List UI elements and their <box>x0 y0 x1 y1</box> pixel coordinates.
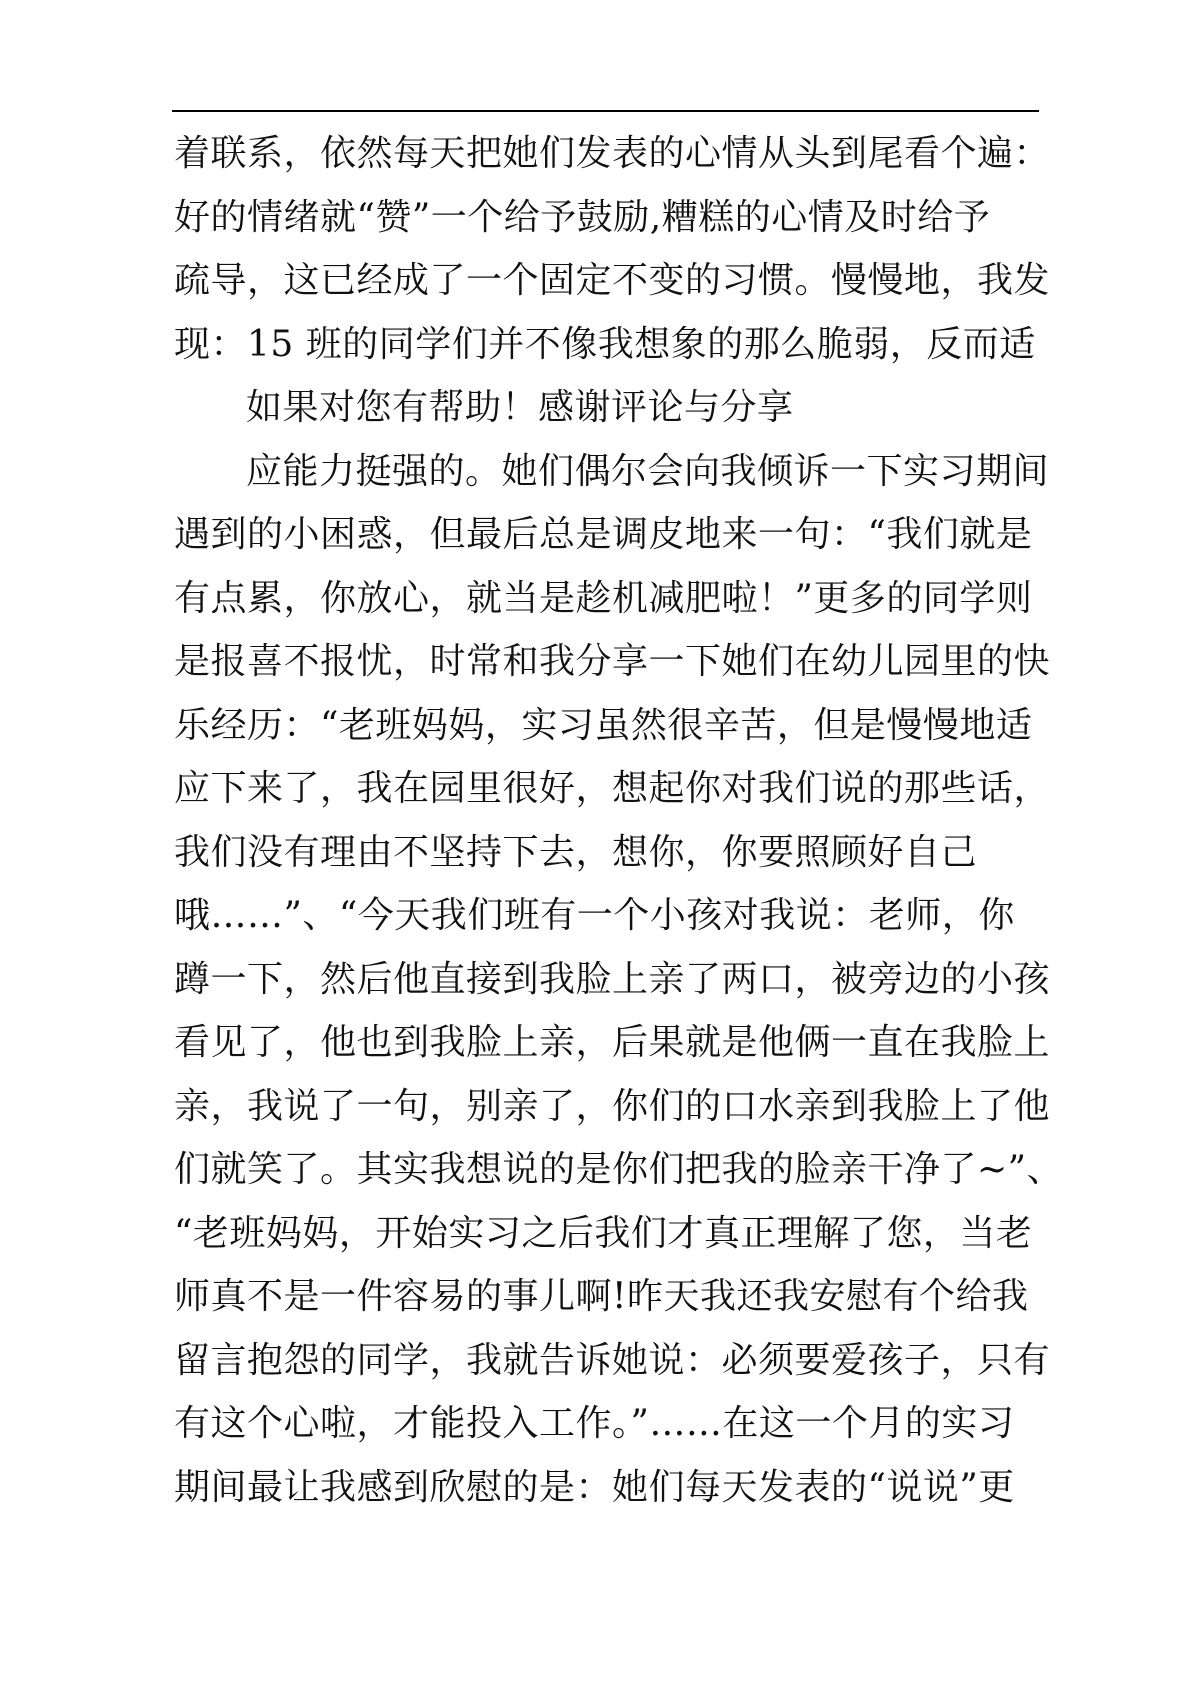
text-line: 亲，我说了一句，别亲了，你们的口水亲到我脸上了他 <box>174 1085 1051 1127</box>
text-line: 好的情绪就“赞”一个给予鼓励,糟糕的心情及时给予 <box>174 196 991 238</box>
text-line: “老班妈妈，开始实习之后我们才真正理解了您，当老 <box>174 1212 1033 1254</box>
text-line: 应能力挺强的。她们偶尔会向我倾诉一下实习期间 <box>246 450 1050 492</box>
body-text <box>174 122 1064 1519</box>
text-line: 有这个心啦，才能投入工作。”……在这一个月的实习 <box>174 1403 1015 1444</box>
text-line: 哦……”、“今天我们班有一个小孩对我说：老师，你 <box>174 895 1015 936</box>
header-rule <box>172 110 1039 112</box>
text-line: 现：15 班的同学们并不像我想象的那么脆弱，反而适 <box>174 323 1036 365</box>
text-line: 遇到的小困惑，但最后总是调皮地来一句：“我们就是 <box>174 514 1033 555</box>
text-line: 看见了，他也到我脸上亲，后果就是他俩一直在我脸上 <box>174 1022 1051 1063</box>
text-line: 蹲一下，然后他直接到我脸上亲了两口，被旁边的小孩 <box>174 958 1051 1000</box>
text-line: 是报喜不报忧，时常和我分享一下她们在幼儿园里的快 <box>174 641 1051 682</box>
text-line: 们就笑了。其实我想说的是你们把我的脸亲干净了~”、 <box>174 1149 1064 1190</box>
text-line: 留言抱怨的同学，我就告诉她说：必须要爱孩子，只有 <box>174 1339 1051 1381</box>
text-line: 师真不是一件容易的事儿啊!昨天我还我安慰有个给我 <box>174 1276 1029 1317</box>
text-line: 着联系，依然每天把她们发表的心情从头到尾看个遍： <box>174 133 1051 174</box>
text-line: 期间最让我感到欣慰的是：她们每天发表的“说说”更 <box>174 1466 1015 1508</box>
text-line: 疏导，这已经成了一个固定不变的习惯。慢慢地，我发 <box>174 260 1051 301</box>
text-line: 有点累，你放心，就当是趁机减肥啦！”更多的同学则 <box>174 577 1033 619</box>
text-line: 乐经历：“老班妈妈，实习虽然很辛苦，但是慢慢地适 <box>174 704 1033 746</box>
text-line: 我们没有理由不坚持下去，想你，你要照顾好自己 <box>174 831 978 873</box>
text-line: 应下来了，我在园里很好，想起你对我们说的那些话， <box>174 768 1051 809</box>
promo-line: 如果对您有帮助！感谢评论与分享 <box>246 387 794 428</box>
